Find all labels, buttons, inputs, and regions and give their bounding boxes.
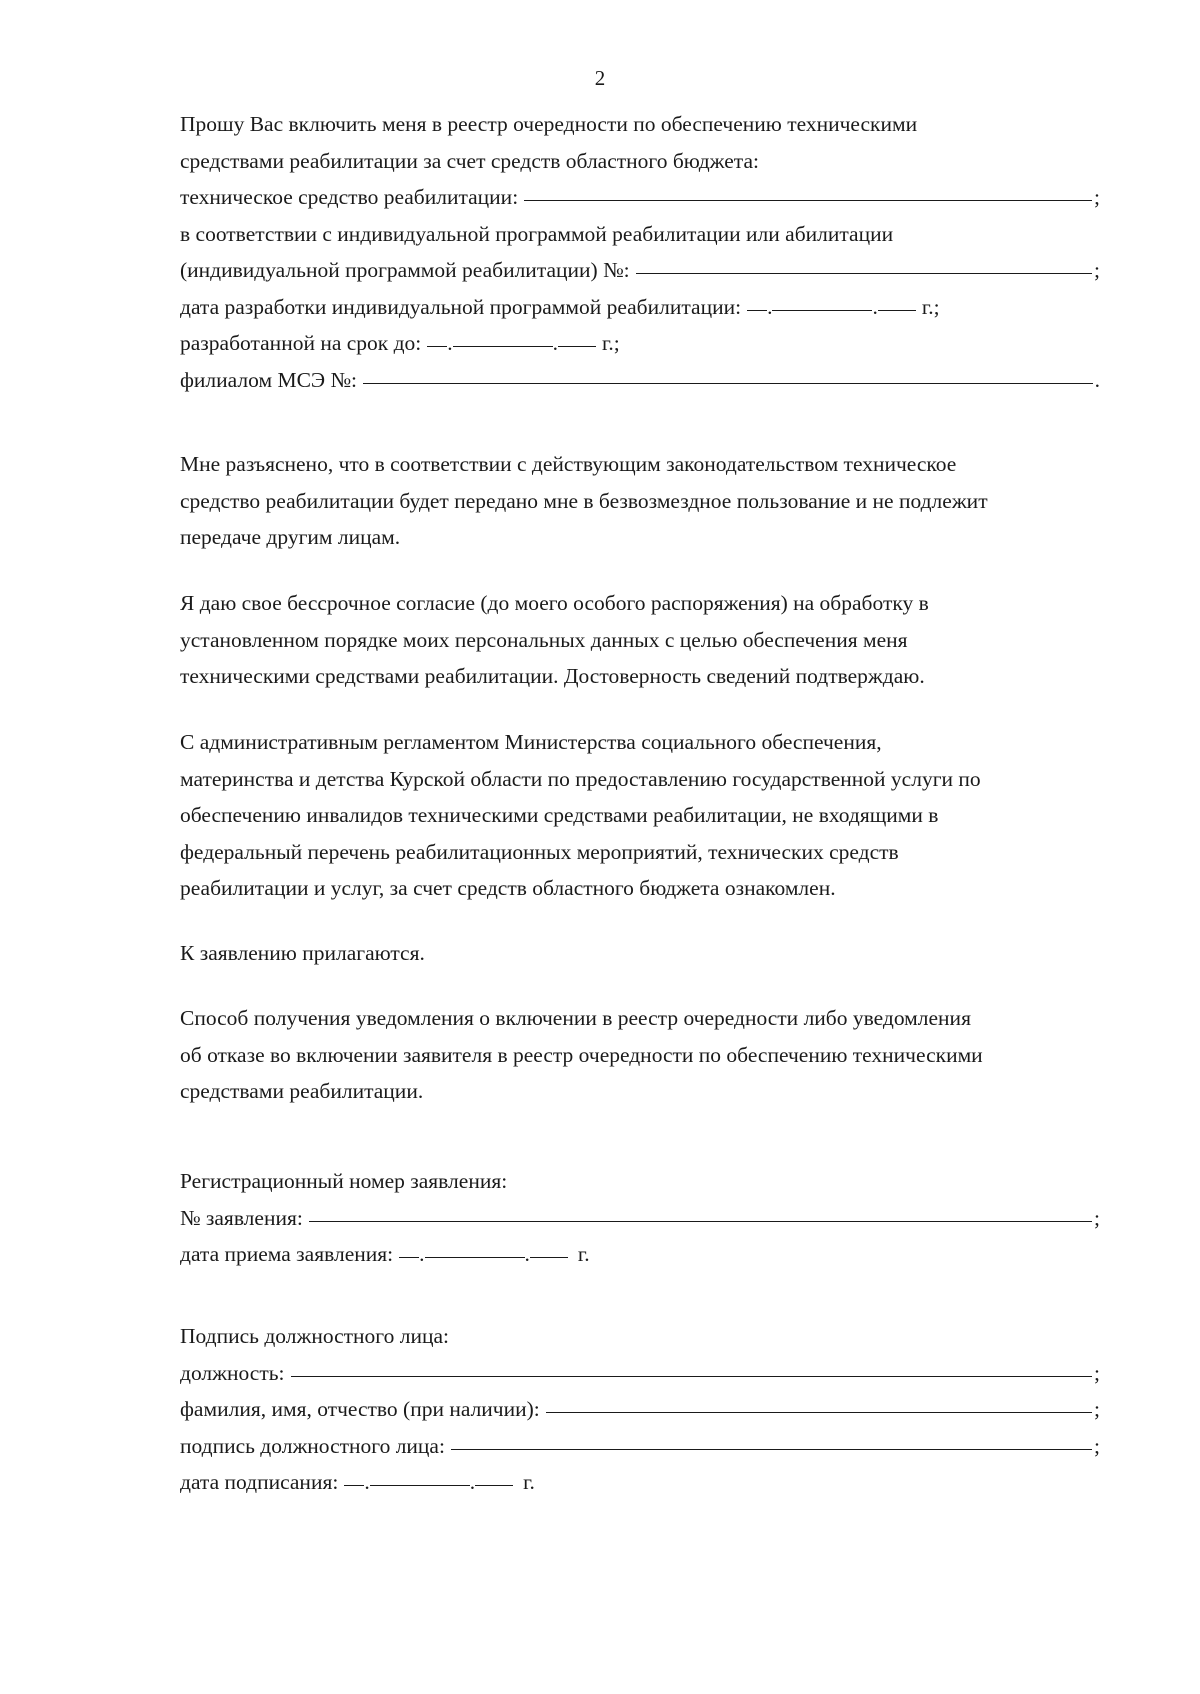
position-field[interactable]: должность: ; [180, 1355, 1100, 1392]
registration-year-blank[interactable] [530, 1257, 568, 1258]
official-signature-label: подпись должностного лица: [180, 1433, 445, 1458]
term-year-blank[interactable] [558, 346, 596, 347]
dev-date-label: дата разработки индивидуальной программой реабилитации: [180, 294, 742, 319]
registration-number-blank[interactable] [309, 1221, 1092, 1222]
page-number: 2 [594, 66, 606, 90]
ipr-number-field[interactable]: (индивидуальной программой реабилитации) №: ; [180, 252, 1100, 289]
signing-date-label: дата подписания: [180, 1470, 339, 1494]
registration-number-label: № заявления: [180, 1205, 303, 1230]
registration-date-label: дата приема заявления: [180, 1242, 394, 1266]
request-line-1: Прошу Вас включить меня в реестр очередности по обеспечению техническими [180, 112, 918, 136]
signing-month-blank[interactable] [370, 1485, 470, 1486]
official-signature-blank[interactable] [451, 1449, 1092, 1450]
registration-section [180, 1163, 1100, 1273]
position-blank[interactable] [291, 1376, 1093, 1377]
dev-date-field[interactable]: дата разработки индивидуальной программой реабилитации: . . г.; [180, 289, 1100, 326]
ipr-line-1: в соответствии с индивидуальной программой реабилитации или абилитации [180, 221, 894, 246]
tsr-blank[interactable] [524, 200, 1092, 201]
dev-date-day-blank[interactable] [747, 310, 767, 311]
signing-year-blank[interactable] [475, 1485, 513, 1486]
registration-month-blank[interactable] [425, 1257, 525, 1258]
dev-date-month-blank[interactable] [772, 310, 872, 311]
full-name-blank[interactable] [546, 1412, 1092, 1413]
consent-paragraph: Я даю свое бессрочное согласие (до моего особого распоряжения) на обработку в установленном порядке моих персональных данных с целью обеспечения меня техническими средствами реабилитации. Достоверность сведений подтверждаю. [180, 591, 929, 688]
signing-date-field[interactable]: дата подписания: . . г. [180, 1464, 1100, 1501]
request-line-2: средствами реабилитации за счет средств областного бюджета: [180, 148, 759, 173]
ipr-number-blank[interactable] [636, 273, 1092, 274]
mse-field[interactable]: филиалом МСЭ №: . [180, 362, 1100, 399]
mse-label: филиалом МСЭ №: [180, 367, 357, 392]
registration-day-blank[interactable] [399, 1257, 419, 1258]
term-day-blank[interactable] [427, 346, 447, 347]
full-name-field[interactable]: фамилия, имя, отчество (при наличии): ; [180, 1391, 1100, 1428]
notification-paragraph: Способ получения уведомления о включении в реестр очередности либо уведомления об отказе во включении заявителя в реестр очередности по обеспечению техническими средствами реабилитации. [180, 1006, 983, 1103]
full-name-label: фамилия, имя, отчество (при наличии): [180, 1397, 540, 1421]
explained-paragraph: Мне разъяснено, что в соответствии с действующим законодательством техническое средство реабилитации будет передано мне в безвозмездное пользование и не подлежит передаче другим лицам. [180, 452, 988, 549]
term-month-blank[interactable] [453, 346, 553, 347]
dev-date-year-blank[interactable] [878, 310, 916, 311]
registration-date-field[interactable]: дата приема заявления: . . г. [180, 1236, 1100, 1273]
signature-section [180, 1318, 1100, 1501]
signature-title: Подпись должностного лица: [180, 1324, 449, 1348]
registration-number-field[interactable]: № заявления: ; [180, 1200, 1100, 1237]
regulation-paragraph: С административным регламентом Министерства социального обеспечения, материнства и детства Курской области по предоставлению государственной услуги по обеспечению инвалидов техническими средствами реабилитации, не входящими в федеральный перечень реабилитационных мероприятий, технических средств реабилитации и услуг, за счет средств областного бюджета ознакомлен. [180, 730, 981, 900]
tsr-label: техническое средство реабилитации: [180, 185, 519, 209]
position-label: должность: [180, 1360, 285, 1385]
ipr-label: (индивидуальной программой реабилитации) №: [180, 258, 630, 282]
attachments-paragraph: К заявлению прилагаются. [180, 941, 425, 965]
term-date-field[interactable]: разработанной на срок до: . . г.; [180, 325, 1100, 362]
tsr-field[interactable]: техническое средство реабилитации: ; [180, 179, 1100, 216]
registration-title: Регистрационный номер заявления: [180, 1169, 508, 1193]
official-signature-field[interactable]: подпись должностного лица: ; [180, 1428, 1100, 1465]
signing-day-blank[interactable] [344, 1485, 364, 1486]
request-section [180, 106, 1100, 398]
term-label: разработанной на срок до: [180, 331, 422, 355]
mse-blank[interactable] [363, 383, 1093, 384]
